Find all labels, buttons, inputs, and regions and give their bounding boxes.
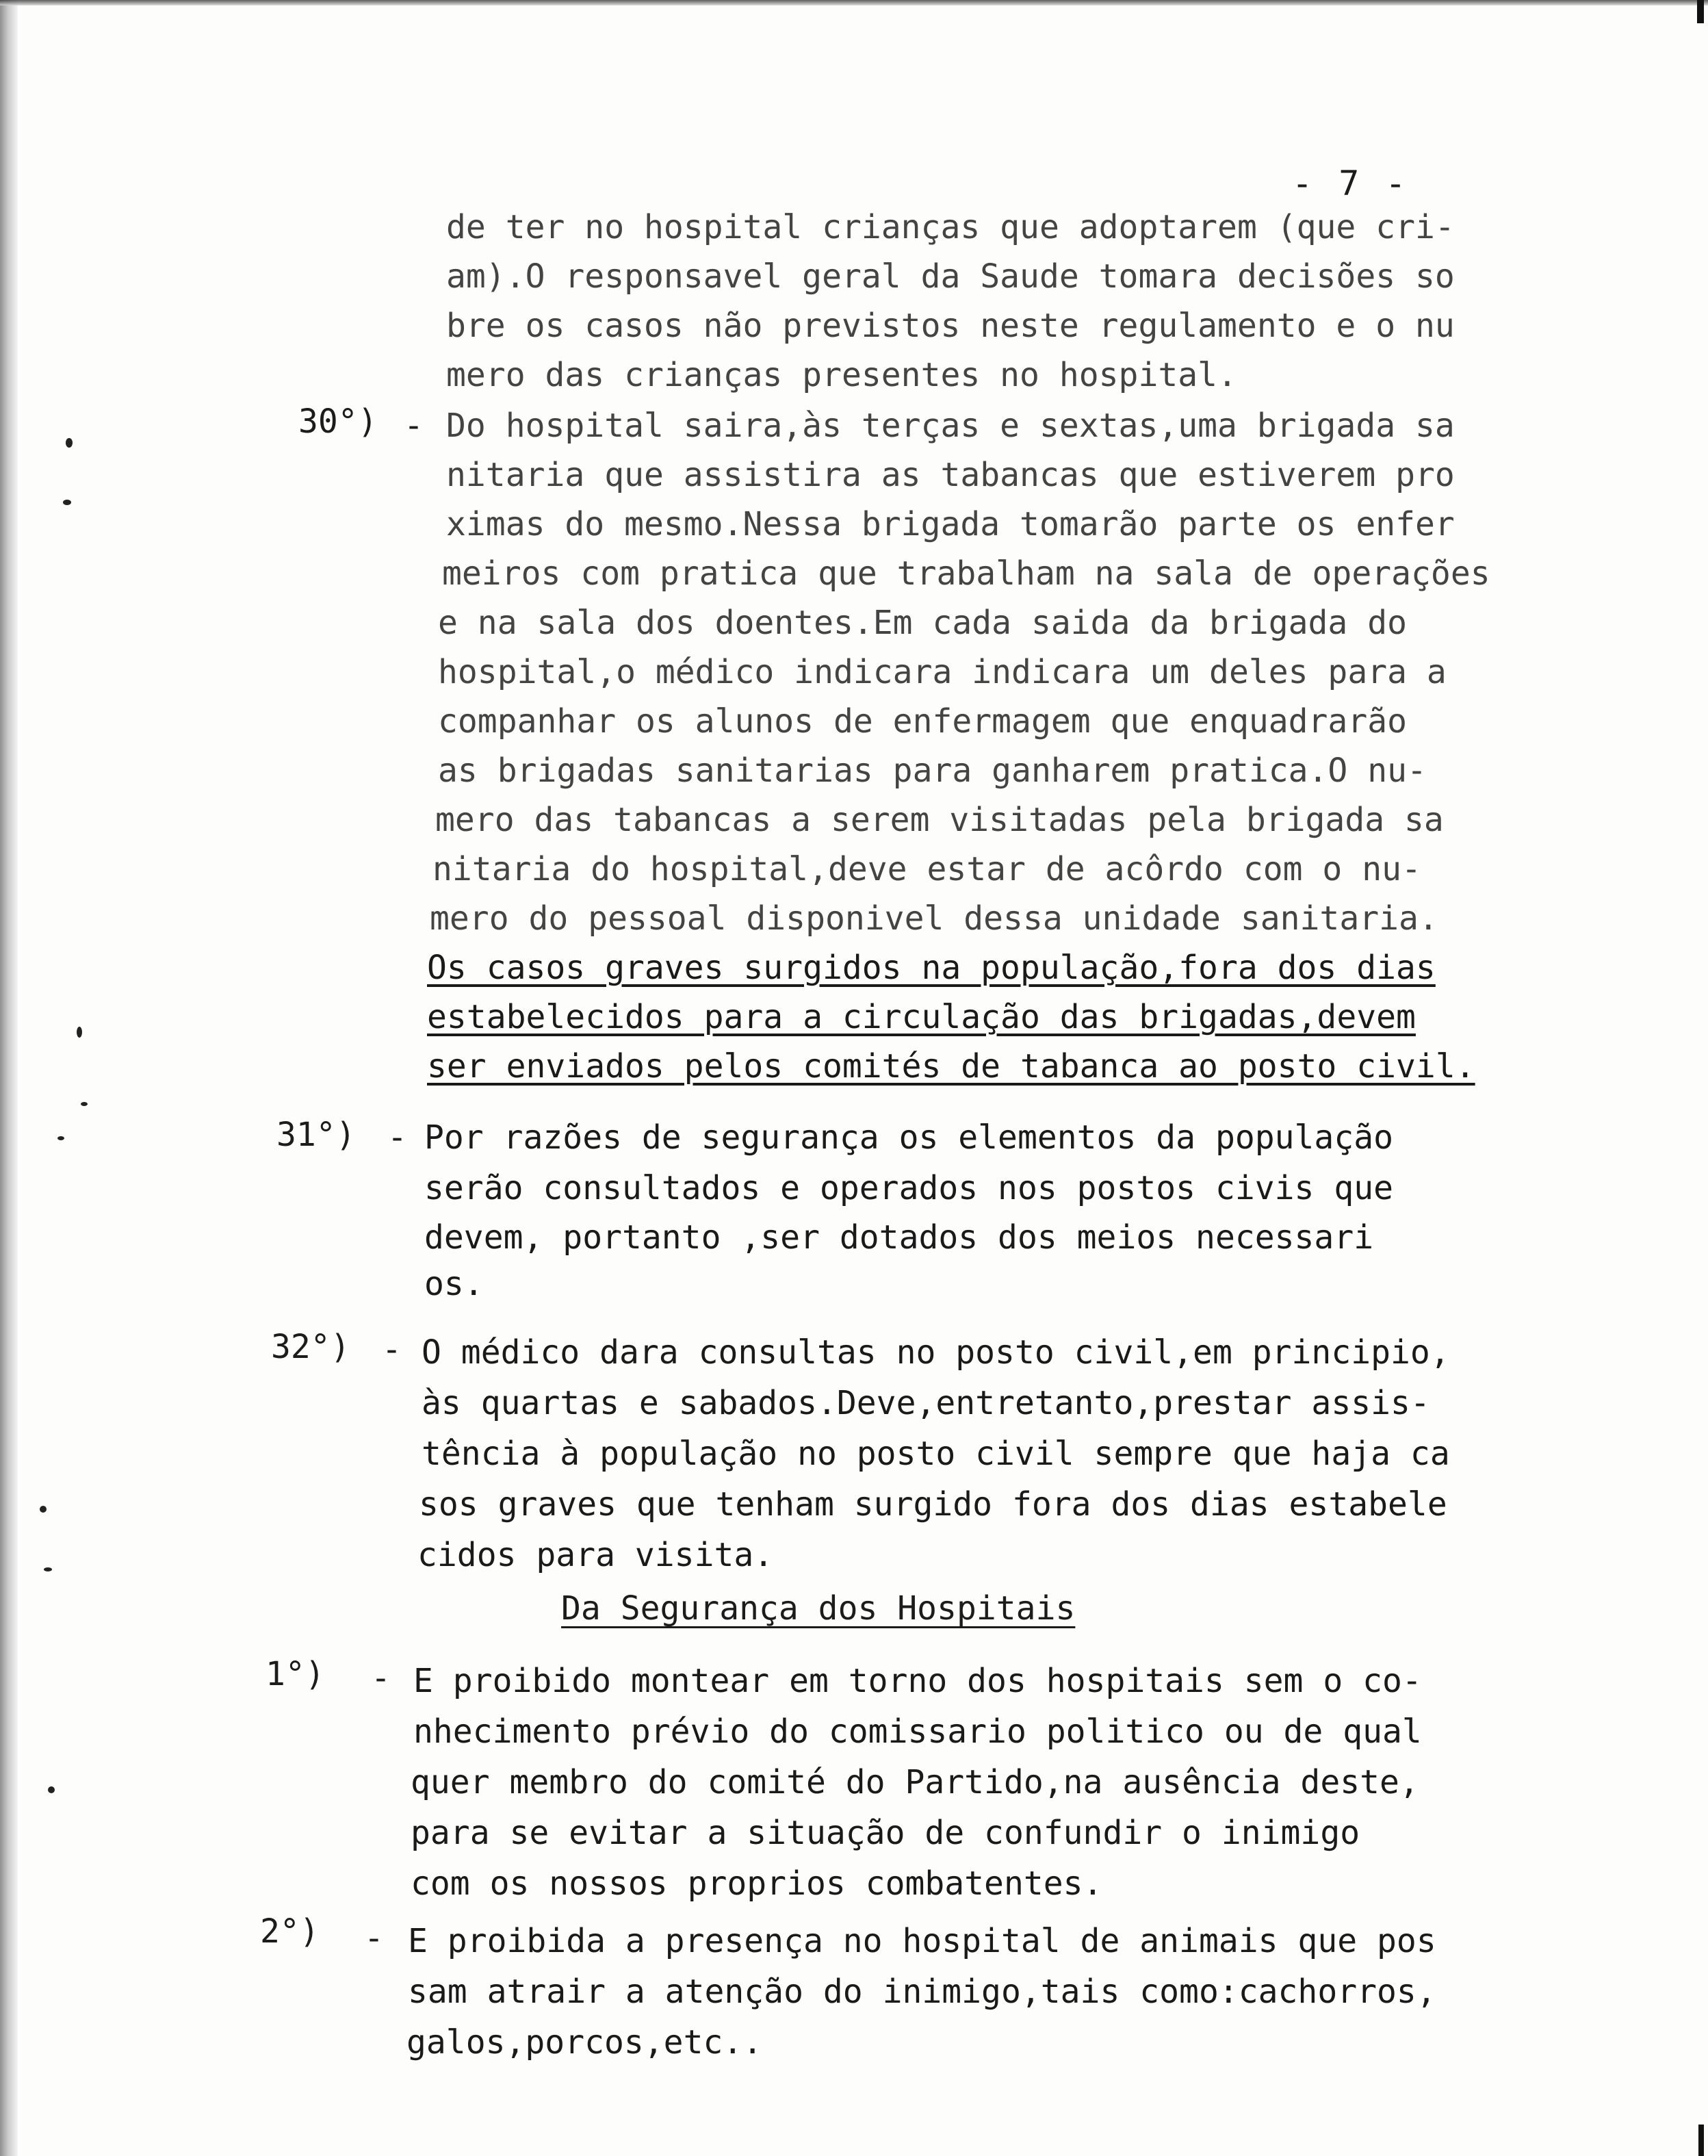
- scan-speck: [77, 1027, 82, 1038]
- text-line: Do hospital saira,às terças e sextas,uma brigada sa: [446, 407, 1455, 445]
- item-number: 1°): [266, 1655, 325, 1693]
- text-line: ximas do mesmo.Nessa brigada tomarão parte os enfer: [446, 505, 1455, 543]
- underlined-text-line: estabelecidos para a circulação das brigadas,devem: [427, 998, 1416, 1036]
- item-dash: -: [404, 407, 424, 445]
- item-dash: -: [371, 1659, 391, 1697]
- scan-speck: [66, 438, 73, 448]
- text-line: os.: [424, 1265, 484, 1303]
- text-line: mero das tabancas a serem visitadas pela brigada sa: [435, 801, 1444, 839]
- text-line: O médico dara consultas no posto civil,em principio,: [422, 1333, 1450, 1372]
- scan-edge-top: [0, 0, 1708, 5]
- text-line: de ter no hospital crianças que adoptarem (que cri-: [446, 208, 1455, 246]
- text-line: am).O responsavel geral da Saude tomara decisões so: [446, 257, 1455, 296]
- scan-speck: [40, 1506, 47, 1513]
- text-line: mero do pessoal disponivel dessa unidade sanitaria.: [430, 899, 1438, 938]
- text-line: com os nossos proprios combatentes.: [411, 1864, 1103, 1903]
- scan-mark-top-right: [1697, 0, 1704, 23]
- underlined-text-line: ser enviados pelos comités de tabanca ao posto civil.: [427, 1047, 1475, 1086]
- item-number: 30°): [298, 402, 378, 441]
- text-line: nhecimento prévio do comissario politico ou de qual: [413, 1712, 1422, 1751]
- text-line: galos,porcos,etc..: [406, 2023, 763, 2062]
- text-line: cidos para visita.: [417, 1536, 774, 1574]
- text-line: para se evitar a situação de confundir o inimigo: [411, 1814, 1360, 1852]
- item-dash: -: [382, 1331, 402, 1369]
- scan-speck: [48, 1786, 55, 1793]
- item-dash: -: [387, 1118, 407, 1157]
- item-number: 32°): [271, 1328, 350, 1366]
- text-line: hospital,o médico indicara indicara um deles para a: [438, 653, 1447, 691]
- item-dash: -: [364, 1919, 384, 1958]
- scan-speck: [63, 500, 71, 505]
- text-line: nitaria que assistira as tabancas que estiverem pro: [446, 456, 1455, 494]
- text-line: companhar os alunos de enfermagem que enquadrarão: [438, 702, 1408, 741]
- text-line: sam atrair a atenção do inimigo,tais como:cachorros,: [408, 1973, 1436, 2011]
- text-line: meiros com pratica que trabalham na sala de operações: [442, 554, 1490, 593]
- text-line: E proibido montear em torno dos hospitais sem o co-: [413, 1662, 1422, 1700]
- scan-speck: [57, 1136, 64, 1140]
- item-number: 31°): [276, 1116, 356, 1154]
- scan-edge-left: [0, 0, 18, 2156]
- item-number: 2°): [260, 1912, 320, 1951]
- text-line: as brigadas sanitarias para ganharem pratica.O nu-: [438, 752, 1427, 790]
- text-line: e na sala dos doentes.Em cada saida da brigada do: [438, 604, 1408, 642]
- text-line: serão consultados e operados nos postos civis que: [424, 1169, 1394, 1207]
- page-number: - 7 -: [1292, 164, 1409, 203]
- scan-speck: [44, 1567, 52, 1571]
- text-line: mero das crianças presentes no hospital.: [446, 356, 1237, 394]
- scan-mark-bottom-right: [1698, 2125, 1704, 2156]
- section-heading: Da Segurança dos Hospitais: [561, 1589, 1076, 1628]
- text-line: E proibida a presença no hospital de animais que pos: [408, 1922, 1436, 1960]
- text-line: nitaria do hospital,deve estar de acôrdo com o nu-: [432, 850, 1421, 888]
- text-line: bre os casos não previstos neste regulamento e o nu: [446, 307, 1455, 345]
- text-line: sos graves que tenham surgido fora dos dias estabele: [419, 1485, 1447, 1524]
- text-line: quer membro do comité do Partido,na ausência deste,: [411, 1763, 1419, 1801]
- text-line: tência à população no posto civil sempre que haja ca: [422, 1435, 1450, 1473]
- text-line: devem, portanto ,ser dotados dos meios necessari: [424, 1218, 1374, 1257]
- text-line: às quartas e sabados.Deve,entretanto,prestar assis-: [422, 1384, 1430, 1422]
- text-line: Por razões de segurança os elementos da população: [424, 1118, 1394, 1157]
- underlined-text-line: Os casos graves surgidos na população,fora dos dias: [427, 949, 1436, 987]
- scan-speck: [81, 1102, 88, 1106]
